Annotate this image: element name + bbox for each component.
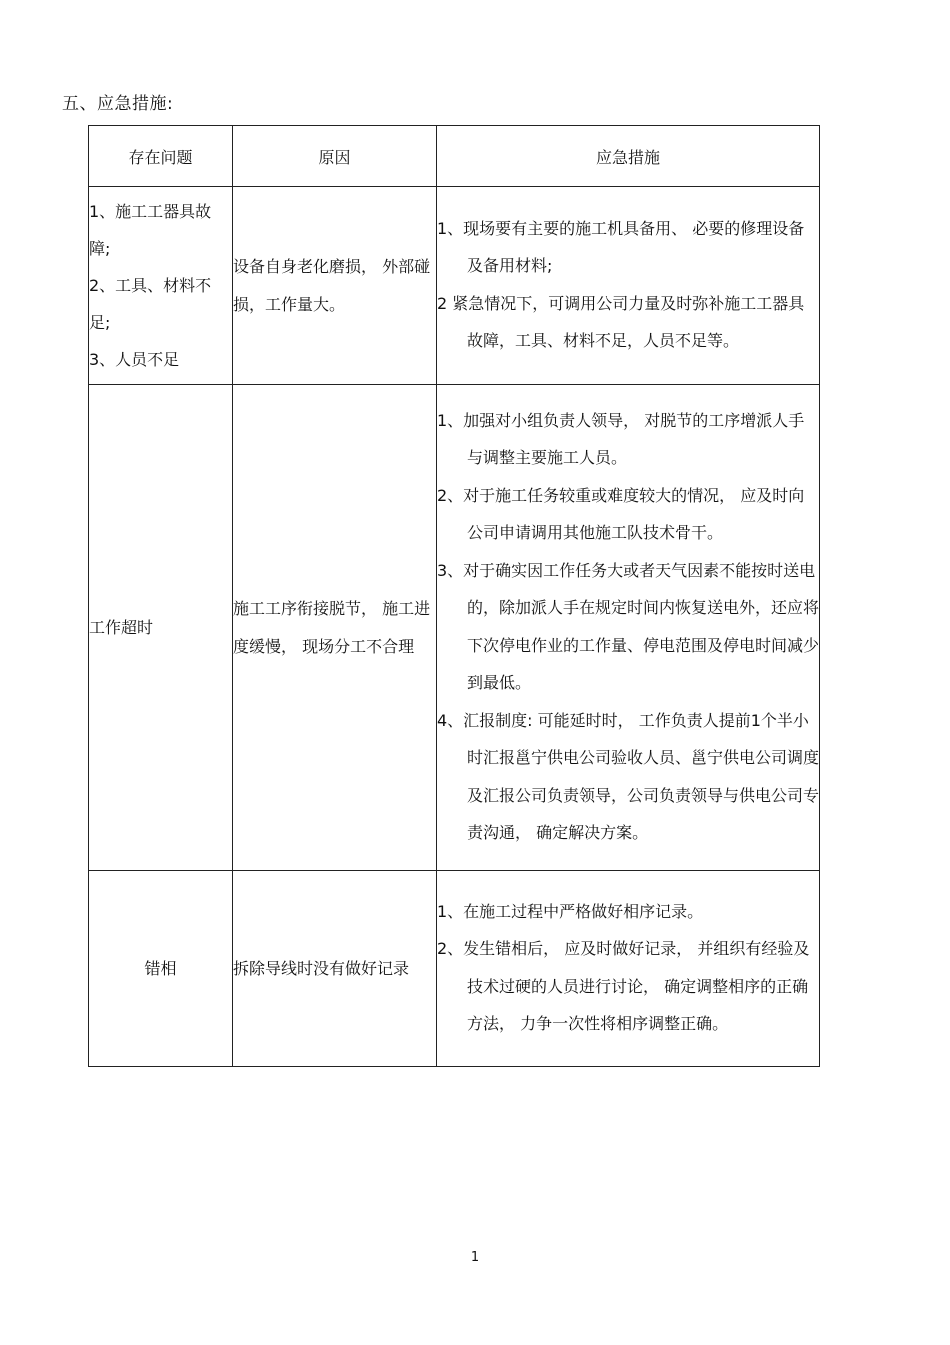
- table-row: [89, 871, 820, 1067]
- emergency-measures-table: [88, 125, 820, 1067]
- measures-cell: [437, 871, 820, 1067]
- measure-item: 1、加强对小组负责人领导， 对脱节的工序增派人手与调整主要施工人员。: [437, 410, 805, 467]
- measures-cell: [437, 187, 820, 385]
- cause-cell: [233, 385, 437, 871]
- problem-item: 3、人员不足: [89, 350, 180, 369]
- cause-cell: [233, 871, 437, 1067]
- problem-item: 1、施工工器具故障;: [89, 202, 212, 258]
- section-heading: 五、应急措施:: [62, 94, 174, 114]
- problem-text: 错相: [144, 958, 177, 978]
- problem-item: 2、工具、材料不足;: [89, 276, 212, 332]
- header-problem: 存在问题: [89, 126, 233, 187]
- table-header-row: [89, 126, 820, 187]
- page-number: 1: [470, 1250, 480, 1265]
- measure-list: [437, 889, 819, 1049]
- measure-item: 2 紧急情况下，可调用公司力量及时弥补施工工器具故障，工具、材料不足，人员不足等。: [437, 293, 805, 350]
- cause-text: 设备自身老化磨损， 外部碰损，工作量大。: [233, 257, 431, 314]
- measures-cell: [437, 385, 820, 871]
- measure-item: 4、汇报制度: 可能延时时， 工作负责人提前1个半小时汇报邕宁供电公司验收人员、邕宁供电公司调度及汇报公司负责领导，公司负责领导与供电公司专责沟通， 确定解决方案。: [437, 710, 820, 842]
- cause-text: 施工工序衔接脱节， 施工进度缓慢， 现场分工不合理: [233, 599, 431, 656]
- problem-cell: [89, 187, 233, 385]
- problem-cell: [89, 385, 233, 871]
- measure-list: [437, 398, 819, 858]
- cause-text: 拆除导线时没有做好记录: [233, 958, 410, 978]
- measure-item: 2、发生错相后， 应及时做好记录， 并组织有经验及技术过硬的人员进行讨论， 确定调整相序的正确方法， 力争一次性将相序调整正确。: [437, 939, 810, 1033]
- problem-text: 工作超时: [89, 617, 154, 637]
- measure-item: 3、对于确实因工作任务大或者天气因素不能按时送电的，除加派人手在规定时间内恢复送电外，还应将下次停电作业的工作量、停电范围及停电时间减少到最低。: [437, 560, 820, 692]
- measure-item: 1、现场要有主要的施工机具备用、 必要的修理设备及备用材料;: [437, 218, 805, 275]
- table-row: [89, 187, 820, 385]
- measure-item: 2、对于施工任务较重或难度较大的情况， 应及时向公司申请调用其他施工队技术骨干。: [437, 485, 805, 542]
- measure-list: [437, 206, 819, 366]
- problem-list: [89, 193, 232, 378]
- cause-cell: [233, 187, 437, 385]
- header-measures: 应急措施: [437, 126, 820, 187]
- measure-item: 1、在施工过程中严格做好相序记录。: [437, 901, 704, 921]
- header-cause: 原因: [233, 126, 437, 187]
- problem-cell: [89, 871, 233, 1067]
- table-row: [89, 385, 820, 871]
